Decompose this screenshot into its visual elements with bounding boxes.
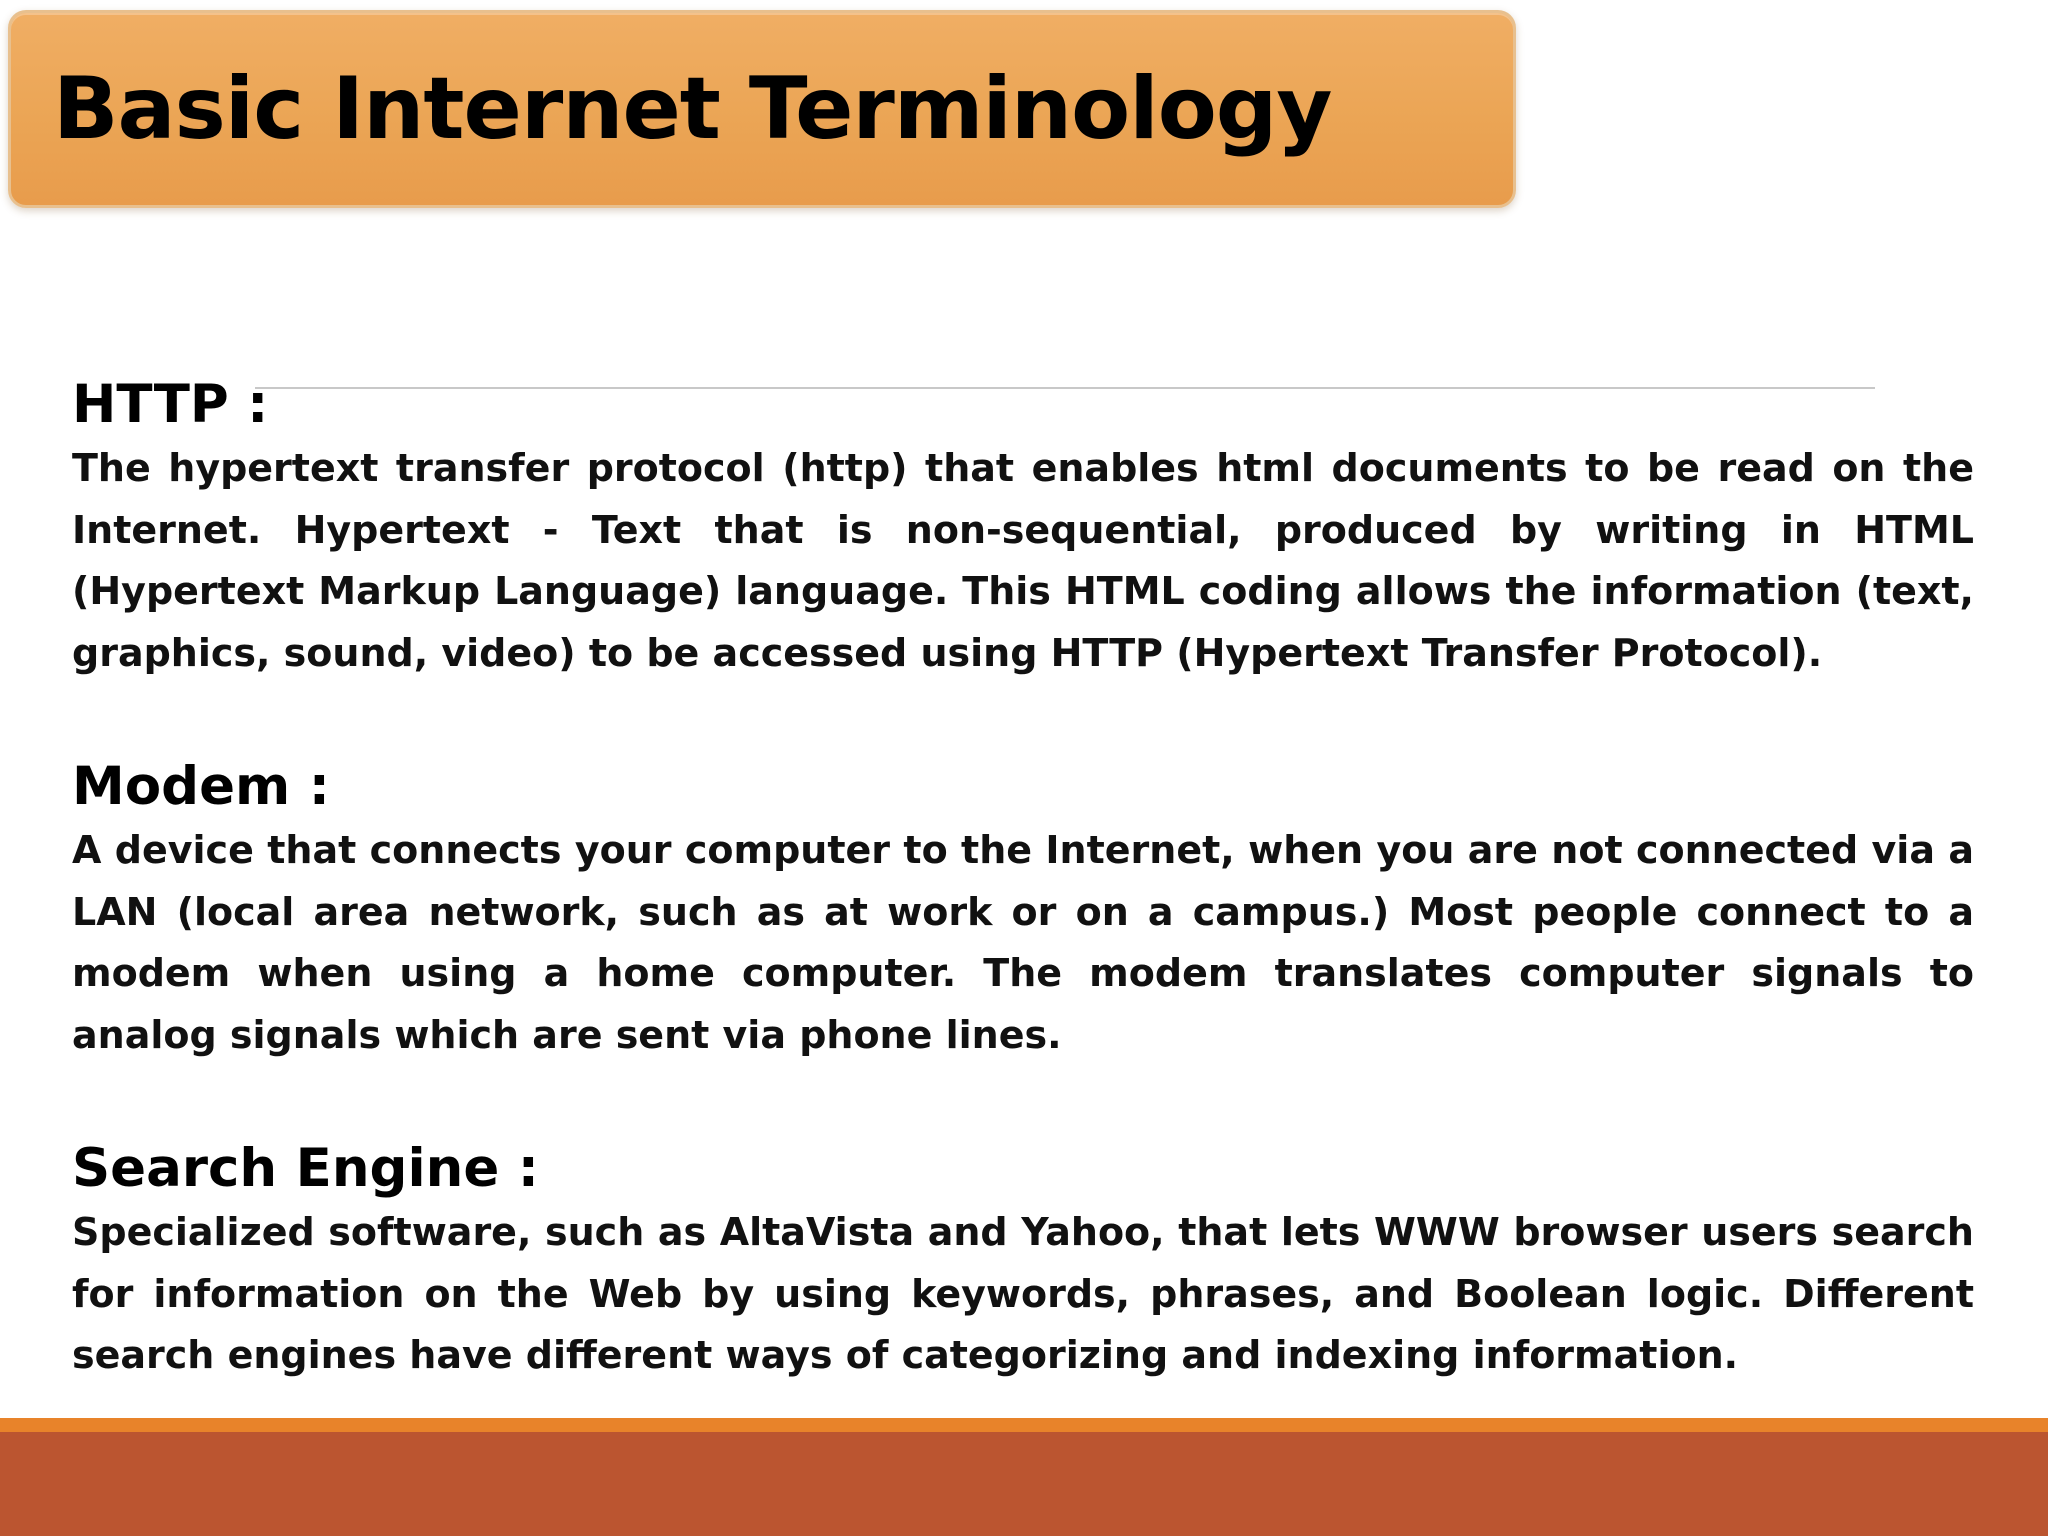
slide-content <box>72 372 1974 1457</box>
footer-bar <box>0 1418 2048 1536</box>
section-body-http: The hypertext transfer protocol (http) that enables html documents to be read on the Internet. Hypertext - Text that is non-sequential, produced by writing in HTML (Hypertext Markup Language) language. This HTML coding allows the information (text, graphics, sound, video) to be accessed using HTTP (Hypertext Transfer Protocol). <box>72 446 1974 675</box>
slide-title: Basic Internet Terminology <box>53 59 1332 159</box>
section-heading-http: HTTP : <box>72 374 269 435</box>
section-modem <box>72 754 1974 1066</box>
section-http <box>72 372 1974 684</box>
section-search-engine <box>72 1136 1974 1387</box>
section-body-modem: A device that connects your computer to the Internet, when you are not connected via a LAN (local area network, such as at work or on a campus.) Most people connect to a modem when using a home computer. The modem translates computer signals to analog signals which are sent via phone lines. <box>72 828 1974 1057</box>
section-heading-search-engine: Search Engine : <box>72 1138 539 1199</box>
section-body-search-engine: Specialized software, such as AltaVista and Yahoo, that lets WWW browser users search for information on the Web by using keywords, phrases, and Boolean logic. Different search engines have different ways of categorizing and indexing information. <box>72 1210 1974 1377</box>
title-banner <box>8 10 1516 208</box>
section-heading-modem: Modem : <box>72 756 330 817</box>
